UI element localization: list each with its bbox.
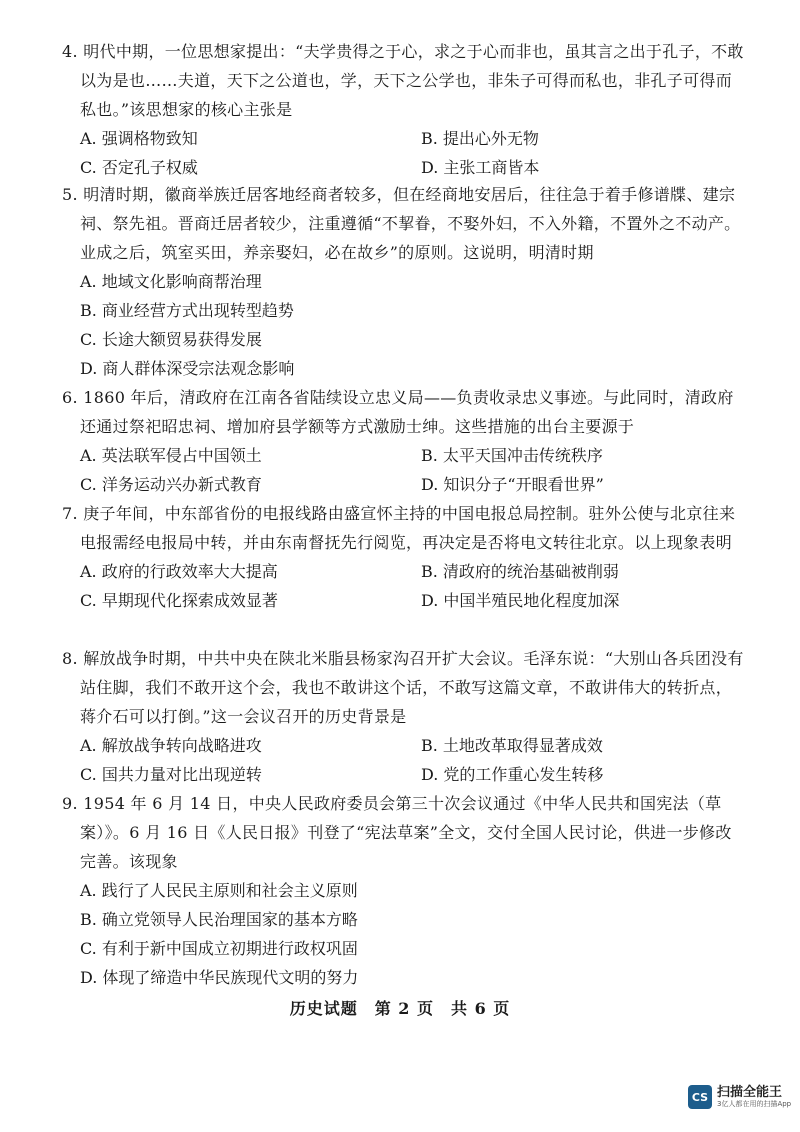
option-b: B. 确立党领导人民治理国家的基本方略 <box>80 910 358 929</box>
question-8 <box>62 644 744 789</box>
option-c: C. 有利于新中国成立初期进行政权巩固 <box>80 939 358 958</box>
option-a: A. 政府的行政效率大大提高 <box>80 562 278 581</box>
question-stem: 5. 明清时期，徽商举族迁居客地经商者较多，但在经商地安居后，往往急于着手修谱牒、建宗祠、祭先祖。晋商迁居者较少，注重遵循“不挈眷，不娶外妇，不入外籍，不置外之不动产。业成之后，筑室买田，养亲娶妇，必在故乡”的原则。这说明，明清时期 <box>62 185 741 262</box>
option-b: B. 太平天国冲击传统秩序 <box>421 446 603 465</box>
question-9 <box>62 789 744 992</box>
option-d: D. 党的工作重心发生转移 <box>421 765 604 784</box>
option-b: B. 提出心外无物 <box>421 129 539 148</box>
options <box>62 557 744 615</box>
question-stem: 7. 庚子年间，中东部省份的电报线路由盛宣怀主持的中国电报总局控制。驻外公使与北京往来电报需经电报局中转，并由东南督抚先行阅览，再决定是否将电文转往北京。以上现象表明 <box>62 504 736 552</box>
option-a: A. 践行了人民民主原则和社会主义原则 <box>80 881 358 900</box>
question-stem: 9. 1954 年 6 月 14 日，中央人民政府委员会第三十次会议通过《中华人民共和国宪法（草案）》。6 月 16 日《人民日报》刊登了“宪法草案”全文，交付全国人民讨论，供进一步修改完善。该现象 <box>62 794 732 871</box>
page-footer: 历史试题 第 2 页 共 6 页 <box>289 999 511 1018</box>
options <box>62 267 744 383</box>
camscanner-logo-icon: CS <box>688 1085 712 1109</box>
option-a: A. 强调格物致知 <box>80 129 198 148</box>
option-c: C. 洋务运动兴办新式教育 <box>80 475 262 494</box>
question-5 <box>62 180 744 383</box>
question-stem: 6. 1860 年后，清政府在江南各省陆续设立忠义局——负责收录忠义事迹。与此同时，清政府还通过祭祀昭忠祠、增加府县学额等方式激励士绅。这些措施的出台主要源于 <box>62 388 734 436</box>
option-d: D. 知识分子“开眼看世界” <box>421 475 604 494</box>
question-stem: 8. 解放战争时期，中共中央在陕北米脂县杨家沟召开扩大会议。毛泽东说：“大别山各兵团没有站住脚，我们不敢开这个会，我也不敢讲这个话，不敢写这篇文章，不敢讲伟大的转折点，蒋介石可以打倒。”这一会议召开的历史背景是 <box>62 649 744 726</box>
question-6 <box>62 383 744 499</box>
options <box>62 441 744 499</box>
camscanner-name: 扫描全能王 <box>717 1085 783 1100</box>
option-d: D. 体现了缔造中华民族现代文明的努力 <box>80 968 359 987</box>
option-a: A. 英法联军侵占中国领土 <box>80 446 262 465</box>
options <box>62 731 744 789</box>
option-b: B. 土地改革取得显著成效 <box>421 736 603 755</box>
option-a: A. 解放战争转向战略进攻 <box>80 736 262 755</box>
option-d: D. 中国半殖民地化程度加深 <box>421 591 620 610</box>
question-stem: 4. 明代中期，一位思想家提出：“夫学贵得之于心，求之于心而非也，虽其言之出于孔子，不敢以为是也……夫道，天下之公道也，学，天下之公学也，非朱子可得而私也，非孔子可得而私也。”该思想家的核心主张是 <box>62 42 744 119</box>
option-a: A. 地域文化影响商帮治理 <box>80 272 262 291</box>
option-d: D. 商人群体深受宗法观念影响 <box>80 359 295 378</box>
option-c: C. 国共力量对比出现逆转 <box>80 765 262 784</box>
option-c: C. 否定孔子权威 <box>80 158 198 177</box>
options <box>62 124 744 182</box>
options <box>62 876 744 992</box>
option-c: C. 长途大额贸易获得发展 <box>80 330 262 349</box>
camscanner-watermark <box>688 1085 791 1109</box>
question-4 <box>62 37 744 182</box>
option-d: D. 主张工商皆本 <box>421 158 540 177</box>
option-c: C. 早期现代化探索成效显著 <box>80 591 278 610</box>
question-7 <box>62 499 744 615</box>
option-b: B. 商业经营方式出现转型趋势 <box>80 301 294 320</box>
camscanner-tagline: 3亿人都在用的扫描App <box>717 1100 792 1108</box>
option-b: B. 清政府的统治基础被削弱 <box>421 562 619 581</box>
